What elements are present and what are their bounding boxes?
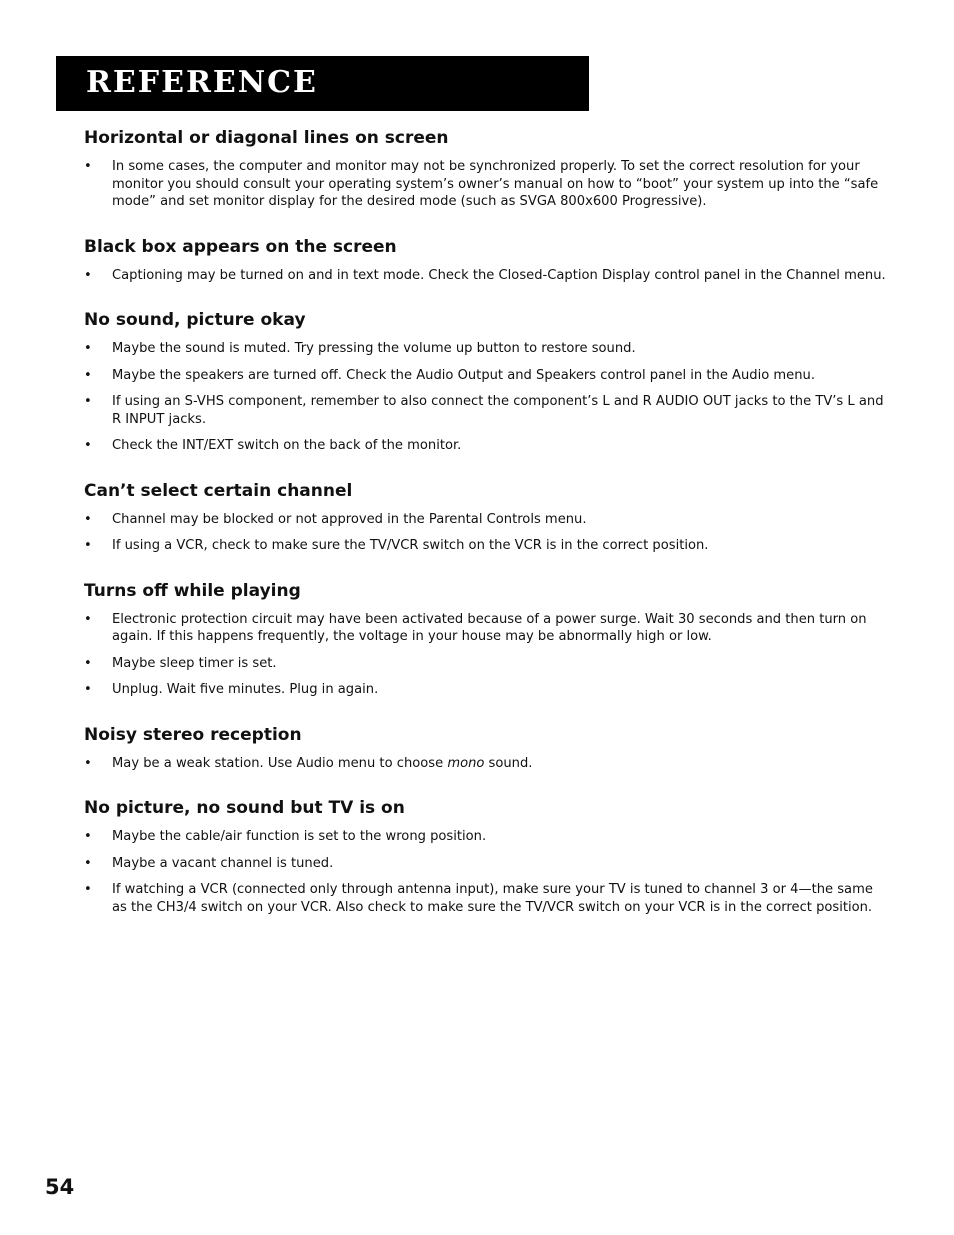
bullet-list <box>84 755 890 773</box>
bullet-icon: • <box>84 394 92 409</box>
list-item <box>84 681 890 699</box>
list-item-text: Check the INT/EXT switch on the back of the monitor. <box>112 438 462 453</box>
section-cant-select-channel <box>84 480 890 555</box>
list-item <box>84 511 890 529</box>
bullet-list <box>84 828 890 916</box>
list-item-text: Electronic protection circuit may have been activated because of a power surge. Wait 30 seconds and then turn on again. If this happens frequently, the voltage in your house may be abnormally high or low. <box>112 611 867 644</box>
bullet-icon: • <box>84 611 92 627</box>
section-heading: Can’t select certain channel <box>84 480 353 501</box>
bullet-icon: • <box>84 855 92 871</box>
page-number: 54 <box>45 1175 75 1199</box>
list-item <box>84 655 890 673</box>
list-item <box>84 881 890 916</box>
section-heading: No picture, no sound but TV is on <box>84 798 405 818</box>
list-item <box>84 267 890 285</box>
bullet-icon: • <box>84 511 92 527</box>
list-item <box>84 437 890 455</box>
list-item <box>84 158 890 211</box>
list-item-text: If watching a VCR (connected only through antenna input), make sure your TV is tuned to channel 3 or 4—the same as the CH3/4 switch on your VCR. Also check to make sure the TV/VCR switch on your VCR is in the correct position. <box>112 882 873 915</box>
list-item-text: Maybe the cable/air function is set to the wrong position. <box>112 829 487 844</box>
list-item <box>84 393 890 428</box>
list-item <box>84 828 890 846</box>
list-item-text: Maybe the speakers are turned off. Check the Audio Output and Speakers control panel in the Audio menu. <box>112 367 815 383</box>
list-item-text: In some cases, the computer and monitor may not be synchronized properly. To set the correct resolution for your monitor you should consult your operating system’s owner’s manual on how to “boot” your system up into the “safe mode” and set monitor display for the desired mode (such as SVGA 800x600 Progressive). <box>112 159 879 209</box>
list-item-text: Maybe a vacant channel is tuned. <box>112 855 334 871</box>
section-heading: Horizontal or diagonal lines on screen <box>84 128 449 148</box>
list-item-text: May be a weak station. Use Audio menu to choose <box>112 755 448 771</box>
list-item-text: Channel may be blocked or not approved in the Parental Controls menu. <box>112 511 587 527</box>
bullet-list <box>84 267 890 285</box>
bullet-icon: • <box>84 682 92 697</box>
bullet-icon: • <box>84 829 92 844</box>
section-horizontal-lines <box>84 127 890 211</box>
section-no-sound <box>84 309 890 455</box>
list-item <box>84 537 890 555</box>
list-item <box>84 340 890 358</box>
section-heading: Turns off while playing <box>84 580 301 601</box>
page-title: REFERENCE <box>86 65 318 100</box>
list-item-text: If using an S-VHS component, remember to also connect the component’s L and R AUDIO OUT jacks to the TV’s L and R INPUT jacks. <box>112 394 884 427</box>
bullet-icon: • <box>84 159 92 174</box>
list-item-emphasis: mono <box>447 755 485 771</box>
list-item <box>84 755 890 773</box>
list-item-text: Maybe the sound is muted. Try pressing the volume up button to restore sound. <box>112 341 636 356</box>
section-heading: Black box appears on the screen <box>84 236 397 257</box>
list-item <box>84 367 890 385</box>
troubleshooting-content <box>84 127 890 941</box>
section-heading: No sound, picture okay <box>84 310 306 330</box>
list-item <box>84 855 890 873</box>
list-item-text: If using a VCR, check to make sure the TV/VCR switch on the VCR is in the correct position. <box>112 538 709 553</box>
section-noisy-stereo <box>84 724 890 773</box>
section-heading: Noisy stereo reception <box>84 724 302 745</box>
list-item <box>84 611 890 646</box>
bullet-list <box>84 511 890 555</box>
section-turns-off <box>84 580 890 699</box>
section-no-picture-no-sound <box>84 797 890 916</box>
bullet-icon: • <box>84 882 92 897</box>
section-black-box <box>84 236 890 285</box>
section-banner <box>56 56 589 111</box>
bullet-icon: • <box>84 438 92 453</box>
list-item-text: Maybe sleep timer is set. <box>112 655 277 671</box>
list-item-text: Captioning may be turned on and in text mode. Check the Closed-Caption Display control panel in the Channel menu. <box>112 267 886 283</box>
bullet-list <box>84 611 890 699</box>
bullet-list <box>84 340 890 455</box>
bullet-icon: • <box>84 367 92 383</box>
list-item-text: Unplug. Wait five minutes. Plug in again. <box>112 682 379 697</box>
bullet-icon: • <box>84 267 92 283</box>
bullet-list <box>84 158 890 211</box>
bullet-icon: • <box>84 341 92 356</box>
list-item-text-end: sound. <box>484 755 533 771</box>
bullet-icon: • <box>84 755 92 771</box>
bullet-icon: • <box>84 655 92 671</box>
bullet-icon: • <box>84 538 92 553</box>
